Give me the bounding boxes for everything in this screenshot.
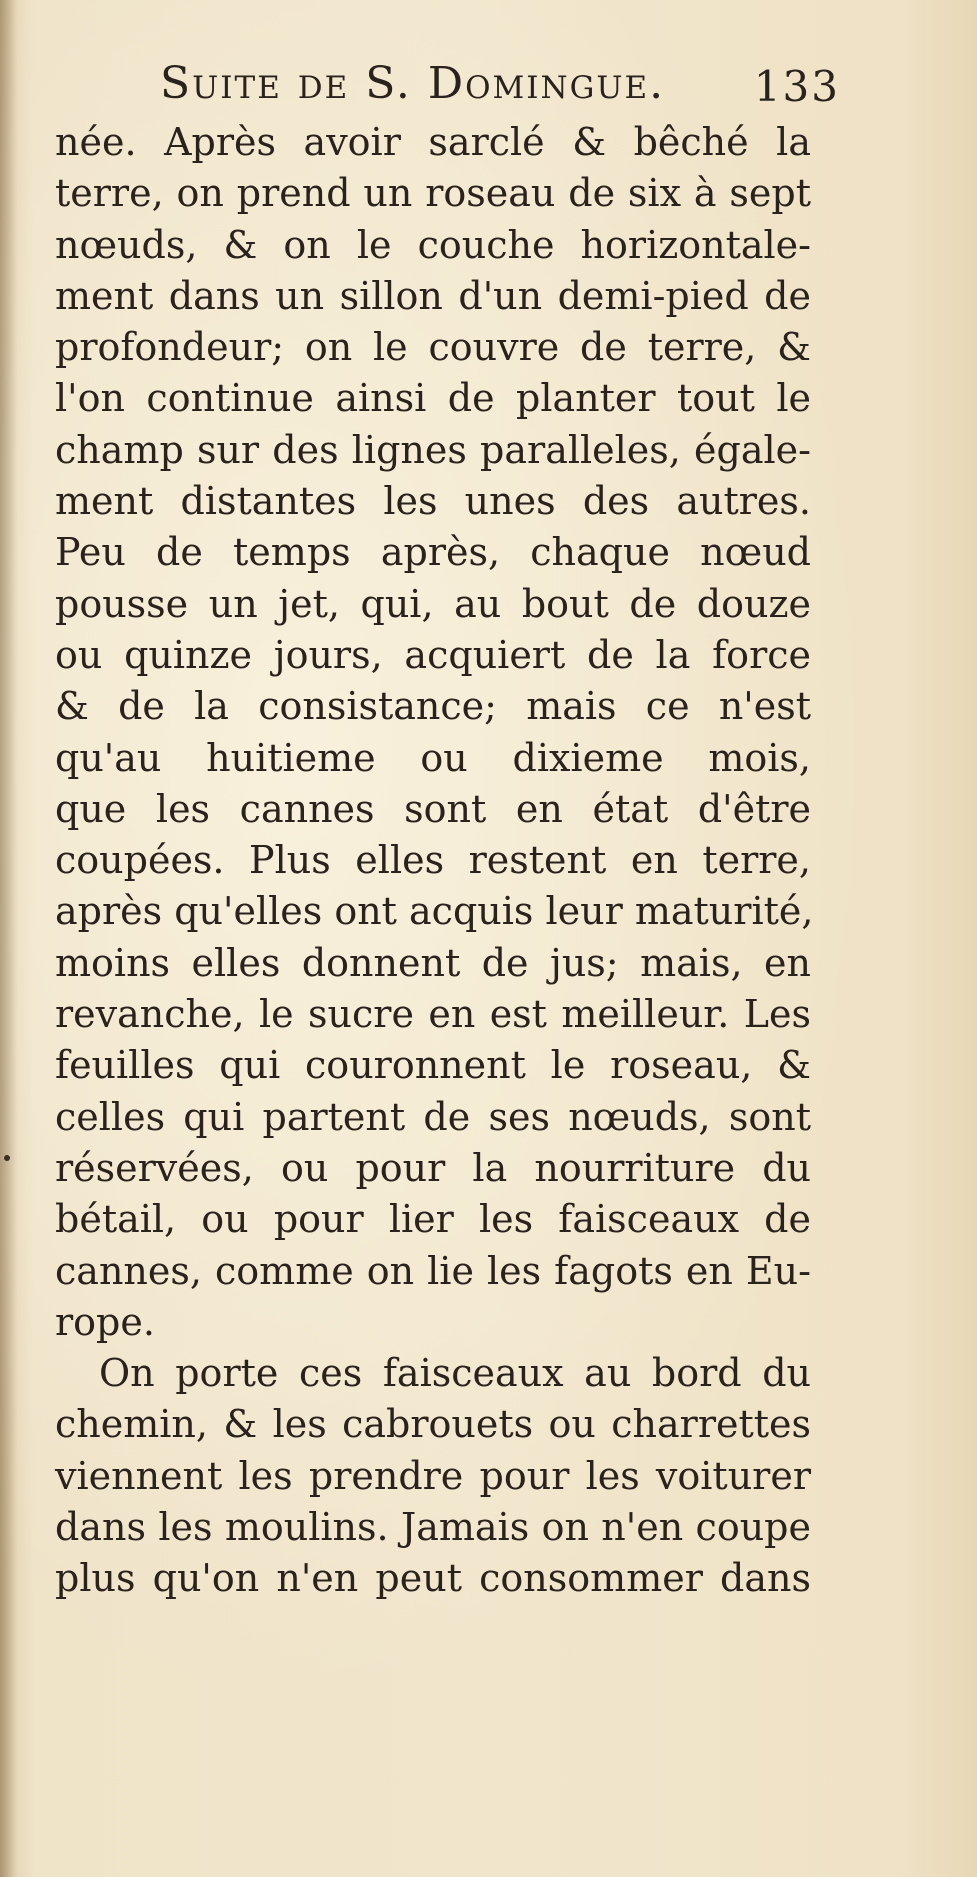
text-line: Peu de temps après, chaque nœud (55, 530, 811, 575)
text-line: pousse un jet, qui, au bout de douze (55, 581, 811, 626)
page-number: 133 (753, 62, 840, 111)
running-title: Suite de S. Domingue. (160, 58, 666, 109)
text-line: cannes, comme on lie les fagots en Eu- (55, 1248, 811, 1293)
text-line: dans les moulins. Jamais on n'en coupe (55, 1505, 811, 1550)
text-line: ment dans un sillon d'un demi-pied de (55, 273, 811, 318)
text-line: rope. (55, 1299, 155, 1344)
text-line: l'on continue ainsi de planter tout le (55, 376, 811, 421)
text-line: ment distantes les unes des autres. (55, 479, 811, 524)
text-line: viennent les prendre pour les voiturer (55, 1453, 811, 1498)
body-text (55, 117, 814, 1605)
text-line: plus qu'on n'en peut consommer dans (55, 1556, 811, 1601)
text-line: champ sur des lignes paralleles, égale- (55, 427, 811, 472)
text-line: ou quinze jours, acquiert de la force (55, 632, 811, 677)
text-line: chemin, & les cabrouets ou charrettes (55, 1402, 811, 1447)
text-line: réservées, ou pour la nourriture du (55, 1145, 811, 1190)
text-line: & de la consistance; mais ce n'est (55, 684, 811, 729)
text-line: On porte ces faisceaux au bord du (99, 1351, 811, 1396)
text-line: nœuds, & on le couche horizontale- (55, 222, 811, 267)
spine-shadow (0, 0, 18, 1877)
text-line: que les cannes sont en état d'être (55, 786, 811, 831)
paragraph-1 (55, 117, 814, 1348)
text-line: après qu'elles ont acquis leur maturité, (55, 889, 814, 934)
text-line: bétail, ou pour lier les faisceaux de (55, 1197, 811, 1242)
text-line: née. Après avoir sarclé & bêché la (55, 120, 811, 164)
text-line: celles qui partent de ses nœuds, sont (55, 1094, 811, 1139)
text-line: profondeur; on le couvre de terre, & (55, 325, 811, 370)
page-header (160, 52, 840, 112)
margin-mark (4, 1155, 10, 1161)
paragraph-2 (55, 1348, 811, 1604)
text-line: coupées. Plus elles restent en terre, (55, 838, 811, 883)
text-line: revanche, le sucre en est meilleur. Les (55, 992, 811, 1037)
text-line: qu'au huitieme ou dixieme mois, (55, 735, 811, 780)
text-line: feuilles qui couronnent le roseau, & (55, 1043, 811, 1088)
text-line: moins elles donnent de jus; mais, en (55, 940, 811, 985)
text-line: terre, on prend un roseau de six à sept (55, 171, 811, 216)
